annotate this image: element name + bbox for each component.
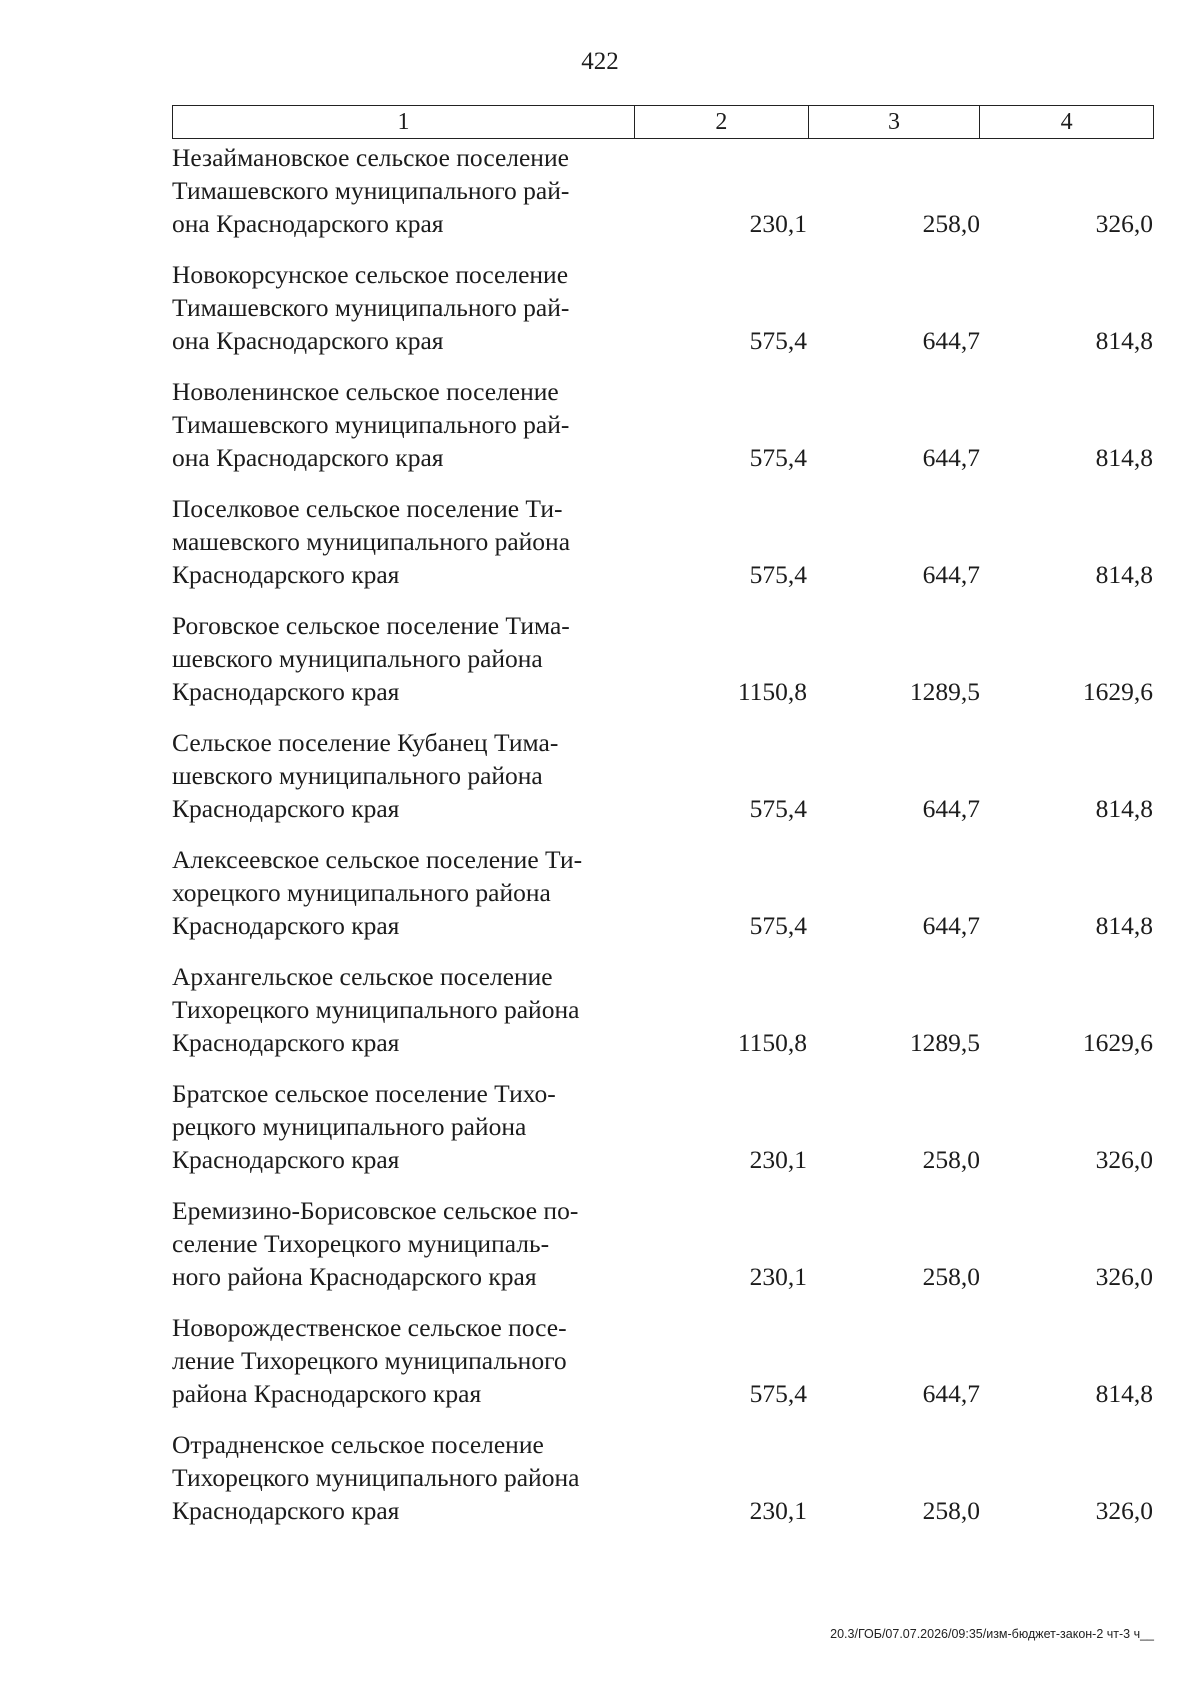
name-line: Роговское сельское поселение Тима-	[172, 611, 570, 640]
value-col-4: 1629,6	[1082, 1028, 1153, 1057]
settlement-name	[172, 609, 642, 708]
table-header	[172, 105, 1154, 139]
value-col-2: 230,1	[749, 1145, 807, 1174]
name-line: шевского муниципального района	[172, 644, 543, 673]
settlement-name	[172, 1194, 642, 1293]
value-col-4: 814,8	[1095, 1379, 1153, 1408]
name-line: ного района Краснодарского края	[172, 1262, 537, 1291]
value-col-2: 575,4	[749, 443, 807, 472]
settlement-name	[172, 726, 642, 825]
name-line: Еремизино-Борисовское сельское по-	[172, 1196, 579, 1225]
value-col-4: 814,8	[1095, 326, 1153, 355]
value-col-2: 575,4	[749, 794, 807, 823]
table-row	[172, 726, 1154, 843]
value-col-3: 644,7	[922, 443, 980, 472]
table-row	[172, 1428, 1154, 1545]
name-line: она Краснодарского края	[172, 209, 444, 238]
value-col-3: 644,7	[922, 911, 980, 940]
value-col-2: 575,4	[749, 326, 807, 355]
name-line: Тимашевского муниципального рай-	[172, 293, 570, 322]
name-line: ление Тихорецкого муниципального	[172, 1346, 567, 1375]
name-line: селение Тихорецкого муниципаль-	[172, 1229, 550, 1258]
settlement-name	[172, 1311, 642, 1410]
settlement-name	[172, 375, 642, 474]
table-row	[172, 843, 1154, 960]
name-line: Сельское поселение Кубанец Тима-	[172, 728, 559, 757]
value-col-2: 230,1	[749, 1262, 807, 1291]
value-col-4: 814,8	[1095, 443, 1153, 472]
name-line: Тимашевского муниципального рай-	[172, 410, 570, 439]
table-row	[172, 258, 1154, 375]
value-col-3: 258,0	[922, 209, 980, 238]
name-line: Краснодарского края	[172, 560, 400, 589]
name-line: Отрадненское сельское поселение	[172, 1430, 544, 1459]
table-row	[172, 1194, 1154, 1311]
value-col-2: 575,4	[749, 560, 807, 589]
value-col-4: 326,0	[1095, 209, 1153, 238]
table-row	[172, 375, 1154, 492]
name-line: Краснодарского края	[172, 911, 400, 940]
value-col-3: 258,0	[922, 1262, 980, 1291]
name-line: машевского муниципального района	[172, 527, 571, 556]
value-col-4: 326,0	[1095, 1145, 1153, 1174]
name-line: Новорождественское сельское посе-	[172, 1313, 567, 1342]
header-col-4: 4	[1060, 108, 1073, 135]
name-line: Краснодарского края	[172, 1028, 400, 1057]
value-col-3: 1289,5	[909, 1028, 980, 1057]
value-col-4: 326,0	[1095, 1262, 1153, 1291]
name-line: Алексеевское сельское поселение Ти-	[172, 845, 583, 874]
name-line: рецкого муниципального района	[172, 1112, 527, 1141]
value-col-2: 575,4	[749, 911, 807, 940]
value-col-3: 258,0	[922, 1145, 980, 1174]
table-row	[172, 1311, 1154, 1428]
value-col-2: 575,4	[749, 1379, 807, 1408]
header-col-1: 1	[173, 106, 635, 138]
name-line: Краснодарского края	[172, 1496, 400, 1525]
settlement-name	[172, 492, 642, 591]
name-line: Краснодарского края	[172, 1145, 400, 1174]
settlement-name	[172, 258, 642, 357]
value-col-3: 644,7	[922, 560, 980, 589]
name-line: Тимашевского муниципального рай-	[172, 176, 570, 205]
table-row	[172, 609, 1154, 726]
document-footer-code: 20.3/ГОБ/07.07.2026/09:35/изм-бюджет-закон-2 чт-3 ч__	[830, 1627, 1154, 1641]
value-col-4: 814,8	[1095, 911, 1153, 940]
name-line: Краснодарского края	[172, 677, 400, 706]
settlement-name	[172, 1077, 642, 1176]
name-line: она Краснодарского края	[172, 326, 444, 355]
name-line: она Краснодарского края	[172, 443, 444, 472]
name-line: Краснодарского края	[172, 794, 400, 823]
settlement-name	[172, 141, 642, 240]
value-col-3: 258,0	[922, 1496, 980, 1525]
name-line: района Краснодарского края	[172, 1379, 482, 1408]
value-col-4: 814,8	[1095, 560, 1153, 589]
value-col-2: 1150,8	[737, 677, 807, 706]
page-number: 422	[581, 48, 619, 75]
name-line: Архангельское сельское поселение	[172, 962, 553, 991]
header-col-3: 3	[809, 106, 981, 138]
table-row	[172, 141, 1154, 258]
value-col-2: 230,1	[749, 1496, 807, 1525]
value-col-2: 1150,8	[737, 1028, 807, 1057]
value-col-2: 230,1	[749, 209, 807, 238]
name-line: Поселковое сельское поселение Ти-	[172, 494, 563, 523]
name-line: Братское сельское поселение Тихо-	[172, 1079, 556, 1108]
value-col-4: 1629,6	[1082, 677, 1153, 706]
name-line: Новокорсунское сельское поселение	[172, 260, 569, 289]
name-line: Тихорецкого муниципального района	[172, 995, 580, 1024]
table-body	[172, 141, 1154, 1545]
value-col-4: 326,0	[1095, 1496, 1153, 1525]
name-line: Тихорецкого муниципального района	[172, 1463, 580, 1492]
settlement-name	[172, 843, 642, 942]
value-col-3: 1289,5	[909, 677, 980, 706]
settlement-name	[172, 960, 642, 1059]
settlement-name	[172, 1428, 642, 1527]
name-line: Новоленинское сельское поселение	[172, 377, 559, 406]
value-col-4: 814,8	[1095, 794, 1153, 823]
header-col-2: 2	[635, 106, 809, 138]
name-line: шевского муниципального района	[172, 761, 543, 790]
table-row	[172, 492, 1154, 609]
value-col-3: 644,7	[922, 326, 980, 355]
value-col-3: 644,7	[922, 794, 980, 823]
name-line: Незаймановское сельское поселение	[172, 143, 569, 172]
table-row	[172, 960, 1154, 1077]
name-line: хорецкого муниципального района	[172, 878, 551, 907]
value-col-3: 644,7	[922, 1379, 980, 1408]
table-row	[172, 1077, 1154, 1194]
